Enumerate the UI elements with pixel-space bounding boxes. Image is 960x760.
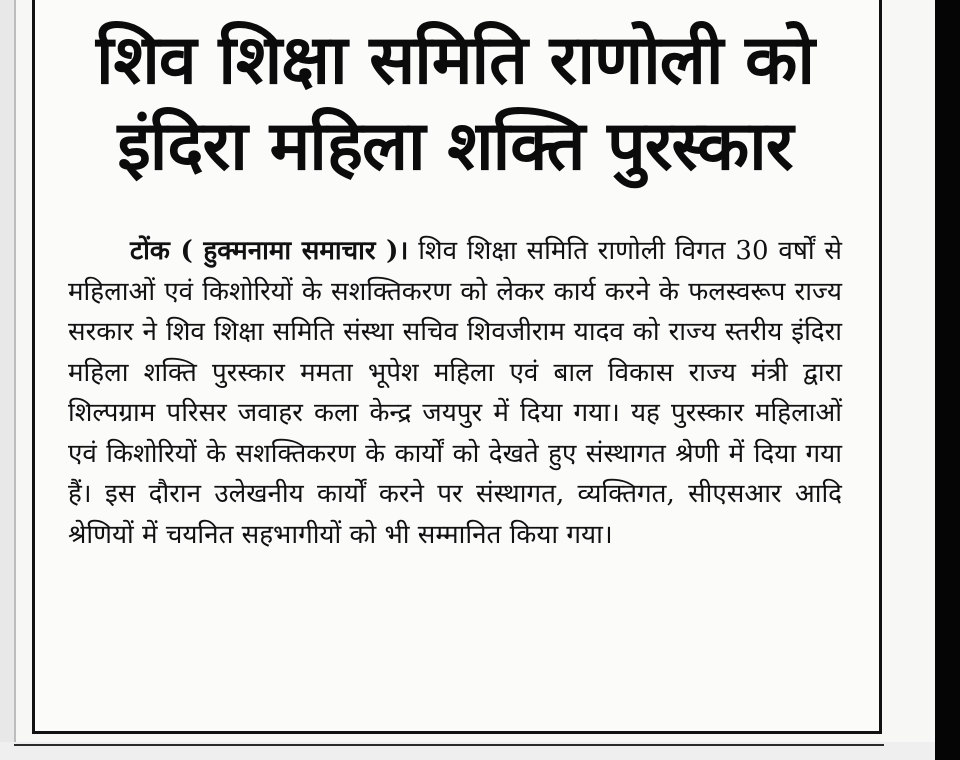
headline-line-2: इंदिरा महिला शक्ति पुरस्कार <box>117 107 793 186</box>
article-body <box>68 231 842 555</box>
left-column-rule <box>0 0 16 760</box>
article-body-text: शिव शिक्षा समिति राणोली विगत 30 वर्षों से महिलाओं एवं किशोरियों के सशक्तिकरण को लेकर कार्य करने के फलस्वरूप राज्य सरकार ने शिव शिक्षा समिति संस्था सचिव शिवजीराम यादव को राज्य स्तरीय इंदिरा महिला शक्ति पुरस्कार ममता भूपेश महिला एवं बाल विकास राज्य मंत्री द्वारा शिल्पग्राम परिसर जवाहर कला केन्द्र जयपुर में दिया गया। यह पुरस्कार महिलाओं एवं किशोरियों के सशक्तिकरण के कार्यों को देखते हुए संस्थागत श्रेणी में दिया गया हैं। इस दौरान उलेखनीय कार्यों करने पर संस्थागत, व्यक्तिगत, सीएसआर आदि श्रेणियों में चयनित सहभागीयों को भी सम्मानित किया गया। <box>68 236 843 550</box>
headline <box>50 18 860 190</box>
headline-line-1: शिव शिक्षा समिति राणोली को <box>96 21 814 100</box>
dateline: टोंक ( हुक्मनामा समाचार )। <box>130 236 409 266</box>
right-shadow-edge <box>935 0 960 760</box>
bottom-divider <box>14 744 884 746</box>
